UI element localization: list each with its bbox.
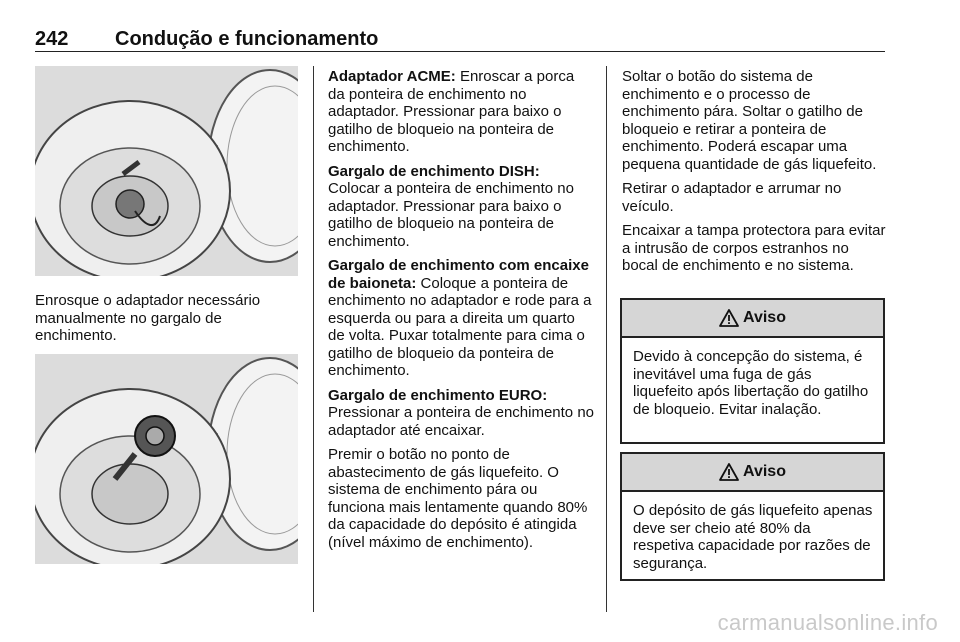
- warning-label: Aviso: [743, 309, 786, 326]
- paragraph: Encaixar a tampa protectora para evitar a intrusão de corpos estranhos no bocal de enchimento e no sistema.: [622, 222, 886, 274]
- term: Gargalo de enchimento com encaixe de baioneta:: [328, 257, 589, 292]
- warning-triangle-icon: [719, 309, 739, 327]
- term: Adaptador ACME:: [328, 68, 456, 85]
- page-header: [35, 22, 885, 52]
- column-divider: [606, 66, 607, 612]
- figure-adapter-fitted: [35, 354, 298, 564]
- warning-header: [622, 300, 883, 338]
- paragraph: [328, 163, 594, 251]
- fuel-flap-illustration: [35, 66, 298, 276]
- middle-column: [328, 68, 594, 558]
- right-column: [622, 68, 888, 282]
- paragraph: [328, 387, 594, 440]
- paragraph: [328, 68, 594, 156]
- term: Gargalo de enchimento DISH:: [328, 162, 540, 180]
- figure-caption: Enrosque o adaptador necessário manualmente no gargalo de enchimento.: [35, 292, 261, 344]
- warning-text: O depósito de gás liquefeito apenas deve ser cheio até 80% da respetiva capacidade por razões de segurança.: [633, 502, 873, 572]
- warning-label: Aviso: [743, 463, 786, 480]
- watermark: carmanualsonline.info: [717, 610, 938, 635]
- page-title: Condução e funcionamento: [115, 28, 379, 50]
- paragraph: Retirar o adaptador e arrumar no veículo.: [622, 180, 842, 215]
- paragraph-text: Pressionar a ponteira de enchimento no adaptador até encaixar.: [328, 404, 595, 439]
- paragraph: Soltar o botão do sistema de enchimento e o processo de enchimento pára. Soltar o gatilho de bloqueio e retirar a ponteira de enchimento. Poderá escapar uma pequena quantidade de gás liquefeito.: [622, 68, 877, 173]
- warning-box: [620, 452, 885, 581]
- paragraph-text: Coloque a ponteira de enchimento no adaptador e rode para a esquerda ou para a direita um quarto de volta. Puxar totalmente para cima o gatilho de bloqueio da ponteira de enchimento.: [328, 274, 592, 379]
- page-number: 242: [35, 28, 69, 50]
- paragraph-text: Enroscar a porca da ponteira de enchimento no adaptador. Pressionar para baixo o gatilho de bloqueio na ponteira de enchimento.: [328, 68, 575, 155]
- warning-box: [620, 298, 885, 444]
- column-divider: [313, 66, 314, 612]
- paragraph: [328, 446, 594, 551]
- paragraph-text: Colocar a ponteira de enchimento no adaptador. Pressionar para baixo o gatilho de bloqueio na ponteira de enchimento.: [328, 180, 574, 250]
- paragraph-text: Premir o botão no ponto de abastecimento de gás liquefeito. O sistema de enchimento pára ou funciona mais lentamente quando 80% da capacidade do depósito é atingida (nível máximo de enchimento).: [328, 446, 588, 551]
- warning-header: [622, 454, 883, 492]
- paragraph: [328, 257, 594, 380]
- warning-triangle-icon: [719, 463, 739, 481]
- warning-text: Devido à concepção do sistema, é inevitável uma fuga de gás liquefeito após libertação do gatilho de bloqueio. Evitar inalação.: [633, 348, 869, 418]
- term: Gargalo de enchimento EURO:: [328, 386, 548, 404]
- figure-fuel-flap-open: [35, 66, 298, 276]
- adapter-illustration: [35, 354, 298, 564]
